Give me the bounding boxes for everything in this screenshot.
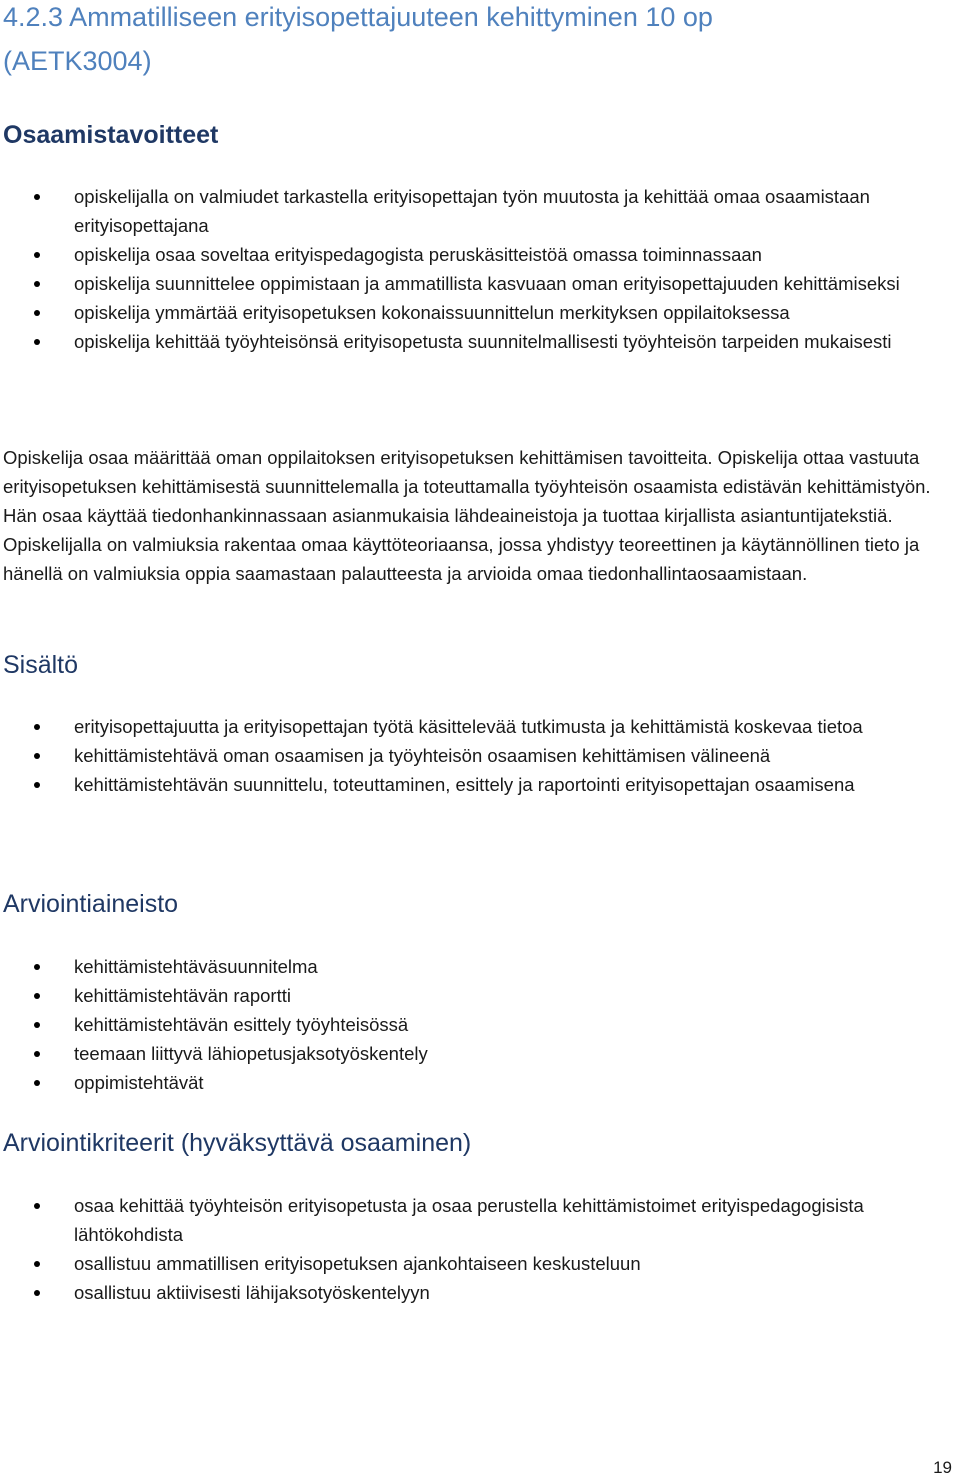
bullet-icon [34, 1080, 40, 1086]
list-item [0, 712, 940, 741]
goals-list [0, 182, 940, 356]
list-item-text: osallistuu aktiivisesti lähijaksotyöskentelyyn [74, 1282, 430, 1303]
list-item [0, 1039, 940, 1068]
goals-paragraph: Opiskelija osaa määrittää oman oppilaitoksen erityisopetuksen kehittämisen tavoitteita. Opiskelija ottaa vastuuta erityisopetuksen kehittämisestä suunnittelemalla ja toteuttamalla työyhteisön osaamista edistävän kehittämistyön. Hän osaa käyttää tiedonhankinnassaan asianmukaisia lähdeaineistoja ja tuottaa kirjallista asiantuntijatekstiä. Opiskelijalla on valmiuksia rakentaa omaa käyttöteoriaansa, jossa yhdistyy teoreettinen ja käytännöllinen tieto ja hänellä on valmiuksia oppia saamastaan palautteesta ja arvioida omaa tiedonhallintaosaamistaan. [3, 447, 931, 584]
list-item-text: kehittämistehtäväsuunnitelma [74, 956, 318, 977]
page-title-line-2: (AETK3004) [3, 46, 152, 76]
bullet-icon [34, 1203, 40, 1209]
list-item [0, 1249, 940, 1278]
list-item [0, 1278, 940, 1307]
list-item [0, 741, 940, 770]
list-item [0, 240, 940, 269]
list-item-text: kehittämistehtävä oman osaamisen ja työyhteisön osaamisen kehittämisen välineenä [74, 745, 771, 766]
list-item-text: kehittämistehtävän raportti [74, 985, 291, 1006]
list-item [0, 298, 940, 327]
list-item [0, 981, 940, 1010]
bullet-icon [34, 281, 40, 287]
list-item-text: opiskelija ymmärtää erityisopetuksen kokonaissuunnittelun merkityksen oppilaitoksessa [74, 302, 790, 323]
list-item-text: opiskelija kehittää työyhteisönsä erityisopetusta suunnitelmallisesti työyhteisön tarpeiden mukaisesti [74, 331, 892, 352]
page-number: 19 [933, 1458, 952, 1477]
list-item [0, 269, 940, 298]
bullet-icon [34, 252, 40, 258]
assessment-material-list [0, 952, 940, 1097]
list-item-text: opiskelijalla on valmiudet tarkastella erityisopettajan työn muutosta ja kehittää omaa osaamistaan erityisopettajana [74, 186, 870, 236]
list-item-text: osaa kehittää työyhteisön erityisopetusta ja osaa perustella kehittämistoimet erityispedagogisista lähtökohdista [74, 1195, 864, 1245]
list-item [0, 1191, 940, 1249]
bullet-icon [34, 1022, 40, 1028]
bullet-icon [34, 782, 40, 788]
page-title [0, 0, 943, 78]
list-item [0, 327, 940, 356]
list-item [0, 1068, 940, 1097]
criteria-heading: Arviointikriteerit (hyväksyttävä osaaminen) [3, 1129, 472, 1157]
criteria-list [0, 1191, 940, 1307]
list-item-text: oppimistehtävät [74, 1072, 204, 1093]
bullet-icon [34, 993, 40, 999]
bullet-icon [34, 1261, 40, 1267]
list-item-text: erityisopettajuutta ja erityisopettajan työtä käsittelevää tutkimusta ja kehittämistä koskevaa tietoa [74, 716, 863, 737]
content-list [0, 712, 940, 799]
list-item-text: teemaan liittyvä lähiopetusjaksotyöskentely [74, 1043, 428, 1064]
bullet-icon [34, 310, 40, 316]
bullet-icon [34, 724, 40, 730]
bullet-icon [34, 1051, 40, 1057]
list-item-text: opiskelija suunnittelee oppimistaan ja ammatillista kasvuaan oman erityisopettajuuden kehittämiseksi [74, 273, 900, 294]
list-item-text: opiskelija osaa soveltaa erityispedagogista peruskäsitteistöä omassa toiminnassaan [74, 244, 762, 265]
list-item-text: osallistuu ammatillisen erityisopetuksen ajankohtaiseen keskusteluun [74, 1253, 641, 1274]
assessment-material-heading: Arviointiaineisto [3, 890, 179, 918]
list-item [0, 770, 940, 799]
bullet-icon [34, 753, 40, 759]
list-item [0, 1010, 940, 1039]
bullet-icon [34, 339, 40, 345]
goals-heading: Osaamistavoitteet [3, 121, 219, 149]
list-item [0, 952, 940, 981]
list-item-text: kehittämistehtävän esittely työyhteisössä [74, 1014, 409, 1035]
bullet-icon [34, 1290, 40, 1296]
content-heading: Sisältö [3, 651, 79, 679]
bullet-icon [34, 194, 40, 200]
list-item-text: kehittämistehtävän suunnittelu, toteuttaminen, esittely ja raportointi erityisopettajan osaamisena [74, 774, 855, 795]
page-title-line-1: 4.2.3 Ammatilliseen erityisopettajuuteen kehittyminen 10 op [3, 2, 713, 32]
list-item [0, 182, 940, 240]
bullet-icon [34, 964, 40, 970]
